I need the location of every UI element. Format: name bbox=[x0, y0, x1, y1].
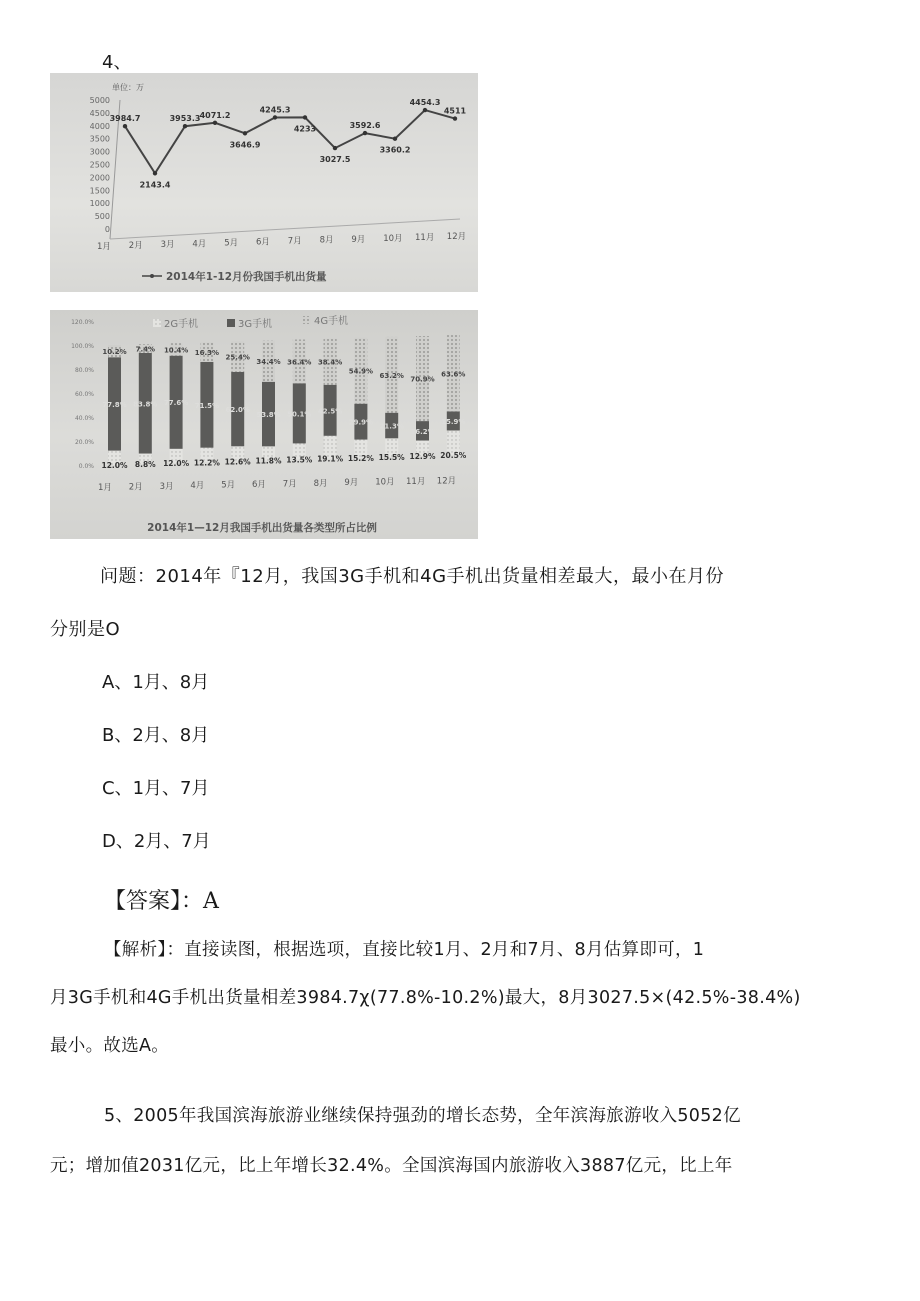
y-tick-label: 40.0% bbox=[74, 415, 94, 422]
y-tick-label: 60.0% bbox=[74, 391, 94, 398]
x-tick-label: 12月 bbox=[446, 232, 467, 243]
label-4g: 38.4% bbox=[317, 358, 343, 367]
x-tick-label: 9月 bbox=[351, 234, 366, 245]
legend-3g: 3G手机 bbox=[238, 319, 273, 330]
label-2g: 19.1% bbox=[317, 454, 344, 464]
label-2g: 15.2% bbox=[347, 453, 374, 463]
data-point bbox=[153, 171, 157, 175]
value-label: 4511 bbox=[443, 106, 467, 116]
x-tick-label: 3月 bbox=[159, 481, 174, 492]
legend-4g: 4G手机 bbox=[314, 316, 349, 327]
label-2g: 12.9% bbox=[409, 452, 436, 461]
x-tick-label: 3月 bbox=[160, 240, 175, 251]
label-3g: 50.1% bbox=[287, 410, 312, 419]
legend-marker bbox=[150, 274, 154, 278]
label-2g: 11.8% bbox=[255, 456, 282, 466]
data-point bbox=[123, 124, 127, 128]
analysis-line3: 最小。故选A。 bbox=[50, 1036, 170, 1056]
data-point bbox=[183, 124, 187, 128]
label-4g: 7.4% bbox=[135, 345, 156, 354]
x-tick-label: 6月 bbox=[256, 237, 270, 248]
x-tick-label: 2月 bbox=[128, 482, 143, 493]
y-tick-label: 500 bbox=[94, 212, 110, 222]
data-point bbox=[243, 131, 247, 135]
label-4g: 34.4% bbox=[256, 358, 281, 367]
label-4g: 70.9% bbox=[410, 375, 435, 384]
legend bbox=[142, 270, 327, 283]
x-tick-label: 8月 bbox=[319, 235, 334, 246]
x-tick-label: 9月 bbox=[344, 478, 359, 489]
y-tick-label: 4500 bbox=[89, 108, 110, 118]
x-tick-label: 5月 bbox=[224, 238, 239, 249]
y-tick-label: 80.0% bbox=[74, 367, 94, 374]
y-tick-label: 1000 bbox=[89, 199, 110, 209]
label-2g: 8.8% bbox=[134, 460, 156, 470]
label-4g: 36.4% bbox=[287, 358, 312, 367]
x-tick-label: 7月 bbox=[287, 236, 302, 247]
label-2g: 12.6% bbox=[224, 457, 251, 467]
x-tick-label: 7月 bbox=[282, 479, 297, 490]
x-tick-label: 6月 bbox=[252, 480, 266, 490]
y-tick-label: 100.0% bbox=[71, 343, 94, 350]
value-label: 3953.3 bbox=[169, 114, 201, 124]
y-tick-label: 4000 bbox=[89, 121, 110, 131]
x-tick-label: 8月 bbox=[313, 478, 328, 489]
label-3g: 62.0% bbox=[225, 406, 250, 415]
value-label: 4233 bbox=[293, 124, 317, 134]
value-label: 3360.2 bbox=[379, 145, 411, 155]
legend-2g-swatch bbox=[153, 319, 161, 327]
value-label: 3646.9 bbox=[229, 140, 261, 150]
label-2g: 15.5% bbox=[378, 452, 405, 462]
value-label: 4245.3 bbox=[259, 105, 291, 115]
question-text-line1: 问题：2014年『12月，我国3G手机和4G手机出货量相差最大，最小在月份 bbox=[100, 566, 725, 587]
label-2g: 12.0% bbox=[163, 459, 190, 469]
label-2g: 12.0% bbox=[101, 461, 128, 470]
label-4g: 16.3% bbox=[194, 349, 220, 358]
data-point bbox=[303, 115, 307, 119]
value-label: 2143.4 bbox=[139, 180, 171, 190]
label-2g: 13.5% bbox=[286, 455, 313, 465]
answer: 【答案】：A bbox=[104, 889, 219, 914]
value-label: 3984.7 bbox=[109, 114, 141, 124]
line-chart bbox=[50, 73, 478, 292]
label-4g: 10.4% bbox=[163, 346, 189, 355]
y-tick-label: 2000 bbox=[89, 173, 110, 183]
label-2g: 12.2% bbox=[193, 458, 220, 468]
data-point bbox=[453, 116, 457, 120]
legend-2g: 2G手机 bbox=[164, 319, 199, 330]
y-tick-label: 5000 bbox=[89, 96, 110, 105]
question-text-line2: 分别是O bbox=[50, 619, 121, 640]
data-point bbox=[363, 131, 367, 135]
y-tick-label: 120.0% bbox=[71, 319, 94, 326]
x-tick-label: 4月 bbox=[190, 481, 205, 492]
x-tick-label: 5月 bbox=[221, 480, 236, 491]
x-tick-label: 10月 bbox=[383, 233, 403, 244]
x-tick-label: 1月 bbox=[98, 483, 112, 493]
legend-4g-swatch bbox=[303, 316, 311, 324]
label-3g: 21.3% bbox=[379, 422, 404, 431]
data-point bbox=[213, 121, 217, 125]
label-3g: 77.6% bbox=[163, 399, 189, 408]
y-tick-label: 0.0% bbox=[78, 463, 94, 470]
line-chart-photo bbox=[50, 73, 478, 292]
x-tick-label: 11月 bbox=[415, 233, 435, 243]
stacked-bar-chart-photo bbox=[50, 310, 478, 539]
label-3g: 15.9% bbox=[441, 417, 466, 426]
data-point bbox=[273, 115, 277, 119]
chart-title: 2014年1—12月我国手机出货量各类型所占比例 bbox=[147, 522, 377, 534]
value-label: 3592.6 bbox=[349, 121, 381, 131]
stacked-bar-chart bbox=[50, 310, 478, 539]
label-3g: 83.8% bbox=[133, 400, 158, 409]
x-tick-label: 1月 bbox=[97, 242, 111, 252]
legend bbox=[153, 314, 348, 330]
analysis-line1: 【解析】：直接读图，根据选项，直接比较1月、2月和7月、8月估算即可，1 bbox=[104, 940, 705, 960]
label-3g: 53.8% bbox=[256, 411, 281, 420]
label-2g: 20.5% bbox=[440, 451, 467, 461]
value-label: 4454.3 bbox=[409, 98, 441, 108]
label-3g: 16.2% bbox=[410, 427, 435, 436]
legend-label: 2014年1-12月份我国手机出货量 bbox=[166, 271, 327, 283]
y-tick-label: 1500 bbox=[89, 186, 110, 196]
value-label: 3027.5 bbox=[319, 155, 351, 165]
x-tick-label: 10月 bbox=[375, 477, 395, 488]
label-3g: 42.5% bbox=[317, 407, 343, 416]
analysis-line2: 月3G手机和4G手机出货量相差3984.7χ(77.8%-10.2%)最大，8月3027.5×(42.5%-38.4%) bbox=[50, 988, 801, 1008]
x-tick-label: 2月 bbox=[128, 241, 143, 252]
label-4g: 63.6% bbox=[441, 370, 466, 379]
label-4g: 63.2% bbox=[379, 371, 404, 380]
next-question-line2: 元；增加值2031亿元，比上年增长32.4%。全国滨海国内旅游收入3887亿元，比上年 bbox=[50, 1156, 733, 1176]
x-tick-label: 4月 bbox=[192, 239, 207, 250]
option-c: C、1月、7月 bbox=[102, 778, 210, 799]
y-tick-label: 20.0% bbox=[74, 439, 94, 446]
label-3g: 77.8% bbox=[102, 400, 127, 409]
value-label: 4071.2 bbox=[199, 110, 231, 120]
x-tick-label: 12月 bbox=[436, 476, 457, 487]
y-tick-label: 3500 bbox=[89, 134, 110, 144]
label-4g: 10.2% bbox=[102, 348, 127, 357]
label-4g: 25.4% bbox=[225, 353, 250, 362]
option-d: D、2月、7月 bbox=[102, 831, 211, 852]
y-tick-label: 3000 bbox=[89, 147, 110, 157]
x-tick-label: 11月 bbox=[406, 477, 426, 487]
option-a: A、1月、8月 bbox=[102, 672, 210, 693]
question-number: 4、 bbox=[102, 52, 132, 73]
data-point bbox=[423, 108, 427, 112]
label-4g: 54.9% bbox=[348, 367, 374, 376]
label-3g: 29.9% bbox=[348, 418, 374, 427]
next-question-line1: 5、2005年我国滨海旅游业继续保持强劲的增长态势，全年滨海旅游收入5052亿 bbox=[104, 1106, 741, 1126]
unit-label: 单位：万 bbox=[112, 83, 144, 92]
data-point bbox=[333, 146, 337, 150]
legend-3g-swatch bbox=[227, 319, 235, 327]
option-b: B、2月、8月 bbox=[102, 725, 210, 746]
data-point bbox=[393, 137, 397, 141]
y-tick-label: 2500 bbox=[89, 160, 110, 170]
x-axis bbox=[110, 219, 460, 239]
y-tick-label: 0 bbox=[104, 225, 110, 234]
label-3g: 71.5% bbox=[194, 401, 220, 410]
